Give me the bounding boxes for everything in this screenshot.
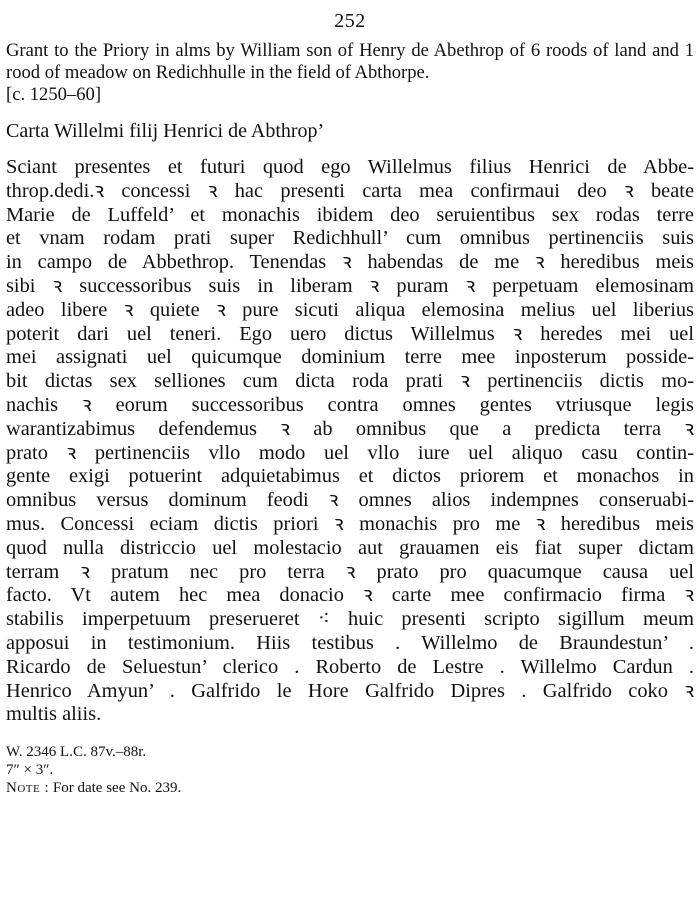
- note-text: For date see No. 239.: [49, 780, 182, 797]
- charter-body-line: bit dictas sex selliones cum dicta roda prati ꝛ pertinenciis dictis mo-: [6, 370, 694, 393]
- page-number: 252: [334, 10, 366, 32]
- charter-body-line: quod nulla districcio uel molestacio aut grauamen eis fiat super dictam: [6, 536, 694, 559]
- charter-body-line: omnibus versus dominum feodi ꝛ omnes alios indempnes conseruabi-: [6, 489, 694, 512]
- charter-body-line: prato ꝛ pertinenciis vllo modo uel vllo iure uel aliquo casu contin-: [6, 441, 694, 464]
- charter-body-line: apposui in testimonium. Hiis testibus . Willelmo de Braundestun’ .: [6, 631, 694, 654]
- charter-summary: [6, 40, 694, 106]
- note-label: Note :: [6, 780, 50, 797]
- charter-body-line: poterit dari uel teneri. Ego uero dictus Willelmus ꝛ heredes mei uel: [6, 322, 694, 345]
- charter-body-line: gente exigi potuerint adquietabimus et dictos priorem et monachos in: [6, 465, 694, 488]
- charter-body-line: Ricardo de Seluestun’ clerico . Roberto de Lestre . Willelmo Cardun .: [6, 655, 694, 678]
- charter-body-line: stabilis imperpetuum preserueret ⁖ huic presenti scripto sigillum meum: [6, 608, 694, 631]
- date-note: [6, 779, 694, 797]
- charter-body-line: terram ꝛ pratum nec pro terra ꝛ prato pro quacumque causa uel: [6, 560, 694, 583]
- charter-body-line: nachis ꝛ eorum successoribus contra omnes gentes vtriusque legis: [6, 393, 694, 416]
- charter-body-line: sibi ꝛ successoribus suis in liberam ꝛ puram ꝛ perpetuam elemosinam: [6, 274, 694, 297]
- editorial-notes: [6, 743, 694, 797]
- charter-body-line: mei assignati uel quicumque dominium terre mee inposterum posside-: [6, 346, 694, 369]
- charter-body-line: throp.dedi.ꝛ concessi ꝛ hac presenti carta mea confirmaui deo ꝛ beate: [6, 179, 694, 202]
- charter-body-line: Sciant presentes et futuri quod ego Willelmus filius Henrici de Abbe-: [6, 156, 694, 178]
- charter-body-line: in campo de Abbethrop. Tenendas ꝛ habendas de me ꝛ heredibus meis: [6, 251, 694, 274]
- charter-body-line: warantizabimus defendemus ꝛ ab omnibus que a predicta terra ꝛ: [6, 417, 694, 440]
- summary-date: [c. 1250–60]: [6, 84, 102, 105]
- charter-body-line: mus. Concessi eciam dictis priori ꝛ monachis pro me ꝛ heredibus meis: [6, 512, 694, 535]
- charter-body-line: et vnam rodam prati super Redichhull’ cum omnibus pertinenciis suis: [6, 227, 694, 250]
- charter-body-line: Henrico Amyun’ . Galfrido le Hore Galfrido Dipres . Galfrido coko ꝛ: [6, 679, 694, 702]
- charter-dimensions: 7″ × 3″.: [6, 762, 54, 779]
- summary-text: Grant to the Priory in alms by William son of Henry de Abethrop of 6 roods of land and 1 rood of meadow on Redichhulle in the field of Abthorpe.: [6, 40, 694, 83]
- charter-title: Carta Willelmi filij Henrici de Abthrop’: [6, 120, 325, 142]
- charter-body-line: facto. Vt autem hec mea donacio ꝛ carte mee confirmacio firma ꝛ: [6, 584, 694, 607]
- charter-body-line: Marie de Luffeld’ et monachis ibidem deo seruientibus sex rodas terre: [6, 203, 694, 226]
- manuscript-reference: W. 2346 L.C. 87v.–88r.: [6, 744, 147, 761]
- charter-body-line: multis aliis.: [6, 703, 102, 726]
- charter-body-line: adeo libere ꝛ quiete ꝛ pure sicuti aliqua elemosina melius uel liberius: [6, 298, 694, 321]
- charter-body: [6, 156, 694, 727]
